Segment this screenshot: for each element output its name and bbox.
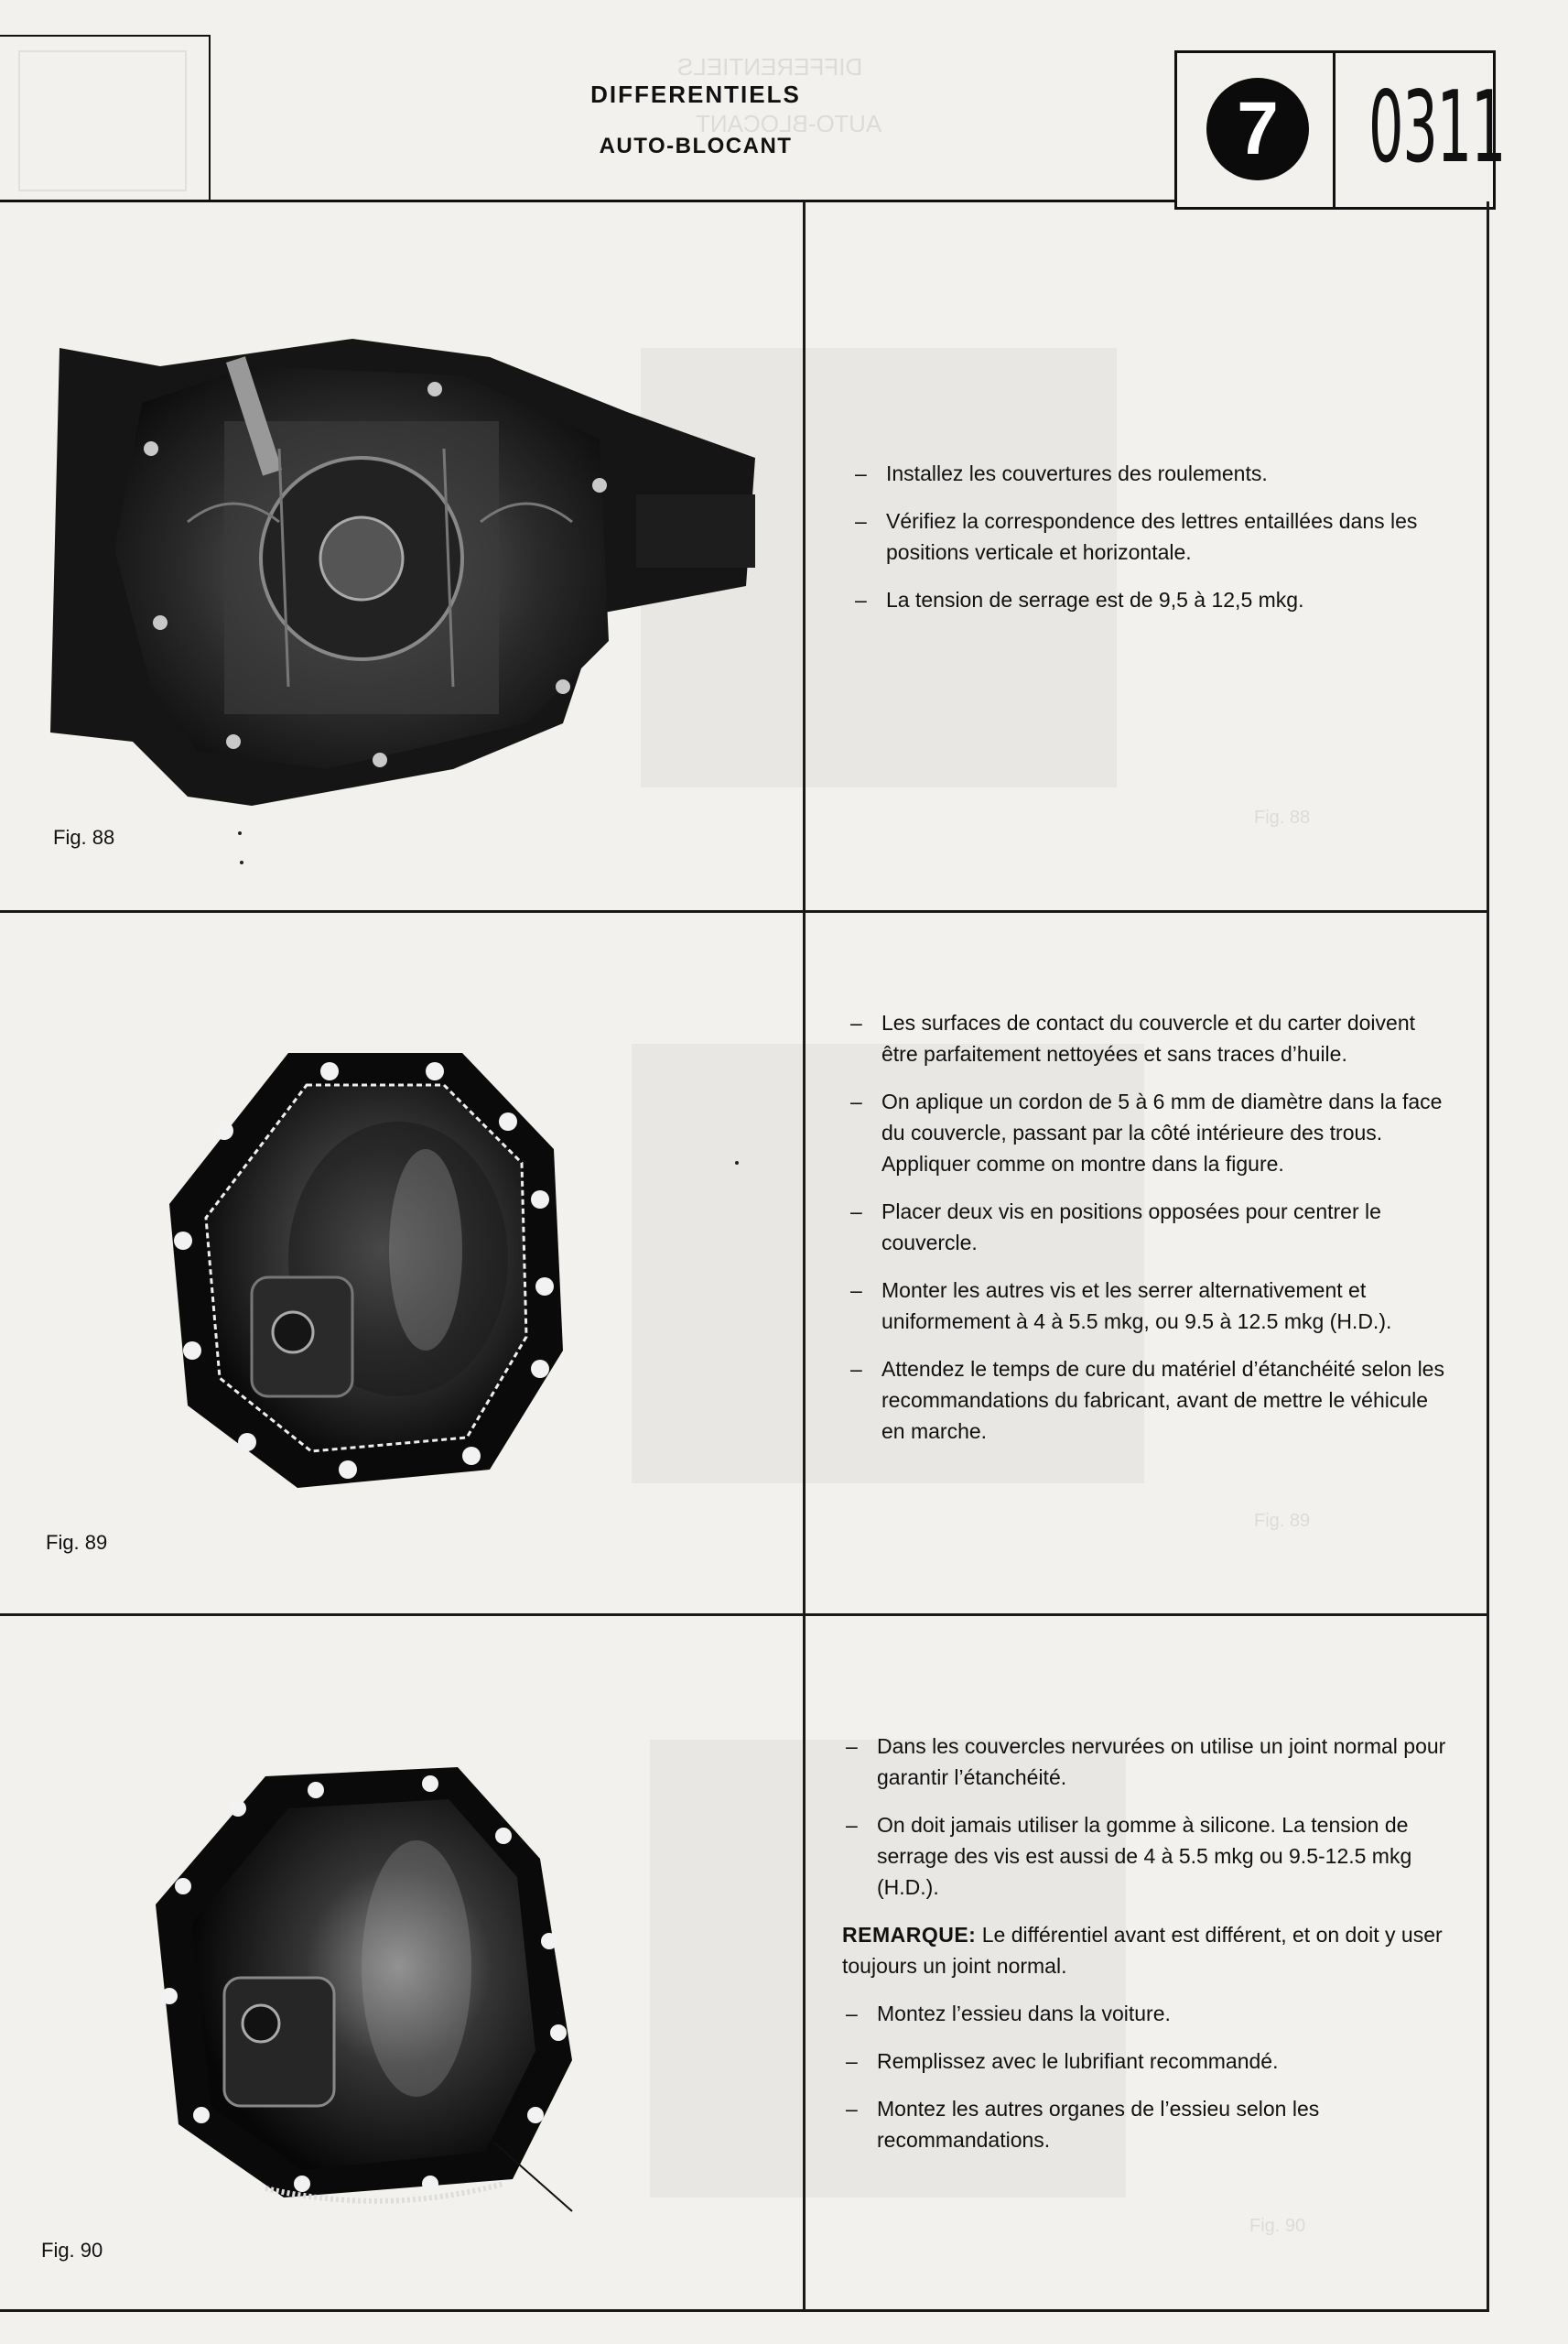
page-number: 0311 — [1368, 71, 1506, 185]
instruction-item: – Montez les autres organes de l’essieu selon les recommandations. — [842, 2093, 1455, 2155]
instruction-item: – On aplique un cordon de 5 à 6 mm de diamètre dans la face du couvercle, passant par la côté intérieure des trous. Appliquer comme on montre dans la figure. — [847, 1086, 1455, 1179]
differential-cover-icon — [169, 1048, 572, 1497]
instruction-item: – Attendez le temps de cure du matériel d’étanchéité selon les recommandations du fabricant, avant de mettre le véhicule en marche. — [847, 1353, 1455, 1447]
instruction-item: – Vérifiez la correspondence des lettres entaillées dans les positions verticale et horizontale. — [851, 505, 1446, 568]
instruction-item: – Installez les couvertures des roulements. — [851, 458, 1446, 489]
grid-vertical-divider — [803, 201, 806, 2312]
header-left-partial-box — [0, 35, 211, 37]
section-3-instructions — [842, 1731, 1455, 2172]
figure-label-90: Fig. 90 — [41, 2239, 103, 2262]
differential-housing-icon — [50, 339, 755, 806]
figure-label-89: Fig. 89 — [46, 1531, 108, 1554]
instruction-item: – Dans les couvercles nervurées on utilise un joint normal pour garantir l’étanchéité. — [842, 1731, 1455, 1793]
chapter-badge: 7 — [1206, 78, 1309, 180]
speck — [240, 861, 243, 864]
speck — [238, 831, 242, 835]
ribbed-cover-icon — [156, 1767, 577, 2216]
show-through-fig-90: Fig. 90 — [1249, 2216, 1306, 2236]
grid-row-divider-1 — [0, 910, 1489, 913]
instruction-item: – La tension de serrage est de 9,5 à 12,5 mkg. — [851, 584, 1446, 615]
instruction-item: – Montez l’essieu dans la voiture. — [842, 1998, 1455, 2029]
instruction-item: – Placer deux vis en positions opposées pour centrer le couvercle. — [847, 1196, 1455, 1258]
grid-row-divider-2 — [0, 1613, 1489, 1616]
instruction-item: – On doit jamais utiliser la gomme à silicone. La tension de serrage des vis est aussi de 4 à 5.5 mkg ou 9.5-12.5 mkg (H.D.). — [842, 1809, 1455, 1903]
header-bottom-rule — [0, 200, 1176, 202]
page-title: DIFFERENTIELS — [590, 81, 801, 108]
show-through-title: DIFFERENTIELS — [677, 53, 863, 81]
page-subtitle: AUTO-BLOCANT — [599, 134, 793, 158]
show-through-fig-89: Fig. 89 — [1254, 1511, 1311, 1531]
ribbed-cover-gasket-photo — [156, 1767, 577, 2216]
grid-right-border — [1487, 201, 1489, 2312]
instruction-item: – Monter les autres vis et les serrer alternativement et uniformement à 4 à 5.5 mkg, ou 9.5 à 12.5 mkg (H.D.). — [847, 1275, 1455, 1337]
section-2-instructions — [847, 1007, 1455, 1463]
remark-label: REMARQUE: — [842, 1923, 977, 1947]
header-left-faint-logo — [18, 50, 187, 191]
section-1-instructions — [851, 458, 1446, 632]
remark-text: Le différentiel avant est différent, et on doit y user toujours un joint normal. — [842, 1923, 1443, 1978]
differential-housing-open-photo — [50, 339, 755, 806]
speck — [735, 1161, 739, 1165]
instruction-item: – Remplissez avec le lubrifiant recommandé. — [842, 2046, 1455, 2077]
show-through-subtitle: AUTO-BLOCANT — [696, 110, 882, 137]
differential-cover-photo — [169, 1048, 572, 1497]
figure-label-88: Fig. 88 — [53, 826, 115, 849]
remark-note — [842, 1919, 1455, 1981]
instruction-item: – Les surfaces de contact du couvercle et du carter doivent être parfaitement nettoyées et sans traces d’huile. — [847, 1007, 1455, 1069]
grid-bottom-border — [0, 2309, 1489, 2312]
show-through-fig-88: Fig. 88 — [1254, 808, 1311, 828]
header-divider-left — [209, 35, 211, 200]
